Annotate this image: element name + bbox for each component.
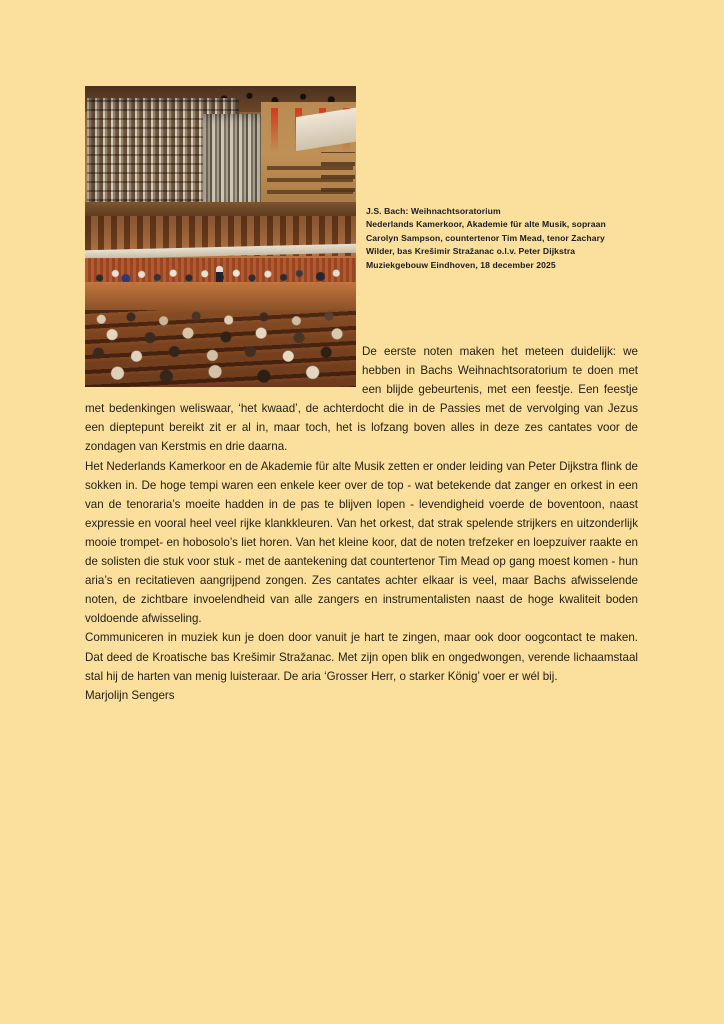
text-wrap-spacer xyxy=(85,342,362,388)
photo-stage-floor xyxy=(85,282,356,310)
photo-stage-section xyxy=(85,216,356,310)
article-paragraph-2: Het Nederlands Kamerkoor en de Akademie für alte Musik zetten er onder leiding van Peter Dijkstra flink de sokken in. De hoge tempi waren een enkele keer over de top - wat betekende dat zanger en orkest in een van de tenoraria’s moeite hadden in de pas te blijven lopen - levendigheid voerde de boventoon, naast expressie en vooral heel veel rijke klankkleuren. Van het orkest, dat strak spelende strijkers en uitzonderlijk mooie trompet- en hobosolo’s liet horen. Van het kleine koor, dat de noten trefzeker en loepzuiver raakte en de solisten die stuk voor stuk - met de aantekening dat countertenor Tim Mead op gang moest komen - hun aria’s en recitatieven aangrijpend zongen. Zes cantates achter elkaar is veel, maar Bachs afwisselende noten, de zichtbare invoelendheid van alle zangers en instrumentalisten naast de hoge kwaliteit boden voldoende afwisseling. xyxy=(85,459,638,626)
caption-line-performers-3: Wilder, bas Krešimir Stražanac o.l.v. Peter Dijkstra xyxy=(366,246,576,257)
photo-balcony-rail xyxy=(85,202,356,216)
article-author-signature: Marjolijn Sengers xyxy=(85,688,175,702)
caption-line-venue-date: Muziekgebouw Eindhoven, 18 december 2025 xyxy=(366,259,556,270)
caption-line-work-title: J.S. Bach: Weihnachtsoratorium xyxy=(366,206,501,216)
photo-wall-vents-secondary xyxy=(321,152,355,192)
caption-line-performers-1: Nederlands Kamerkoor, Akademie für alte Musik, sopraan xyxy=(366,219,606,230)
article-paragraph-1: De eerste noten maken het meteen duidelijk: we hebben in Bachs Weihnachtsoratorium te doen met een blijde gebeurtenis, met een feestje. Een feestje met bedenkingen weliswaar, ‘het kwaad’, de achterdocht die in de Passies met de vervolging van Jezus een dieptepunt bereikt zit er al in, maar toch, het is lofzang boven alles in deze zes cantates voor de zondagen van Kerstmis en drie daarna. xyxy=(85,345,638,454)
photo-caption xyxy=(366,205,656,272)
photo-upper-balcony xyxy=(85,216,356,256)
article-body xyxy=(85,342,638,705)
photo-organ-pipes-right xyxy=(203,114,263,212)
article-paragraph-3: Communiceren in muziek kun je doen door vanuit je hart te zingen, maar ook door oogcontact te maken. Dat deed de Kroatische bas Krešimir Stražanac. Met zijn open blik en ongedwongen, verende lichaamstaal stal hij de harten van menig luisteraar. De aria ‘Grosser Herr, o starker König’ voer er wél bij. xyxy=(85,631,638,683)
caption-line-performers-2: Carolyn Sampson, countertenor Tim Mead, tenor Zachary xyxy=(366,232,605,243)
photo-organ-section xyxy=(85,86,356,216)
